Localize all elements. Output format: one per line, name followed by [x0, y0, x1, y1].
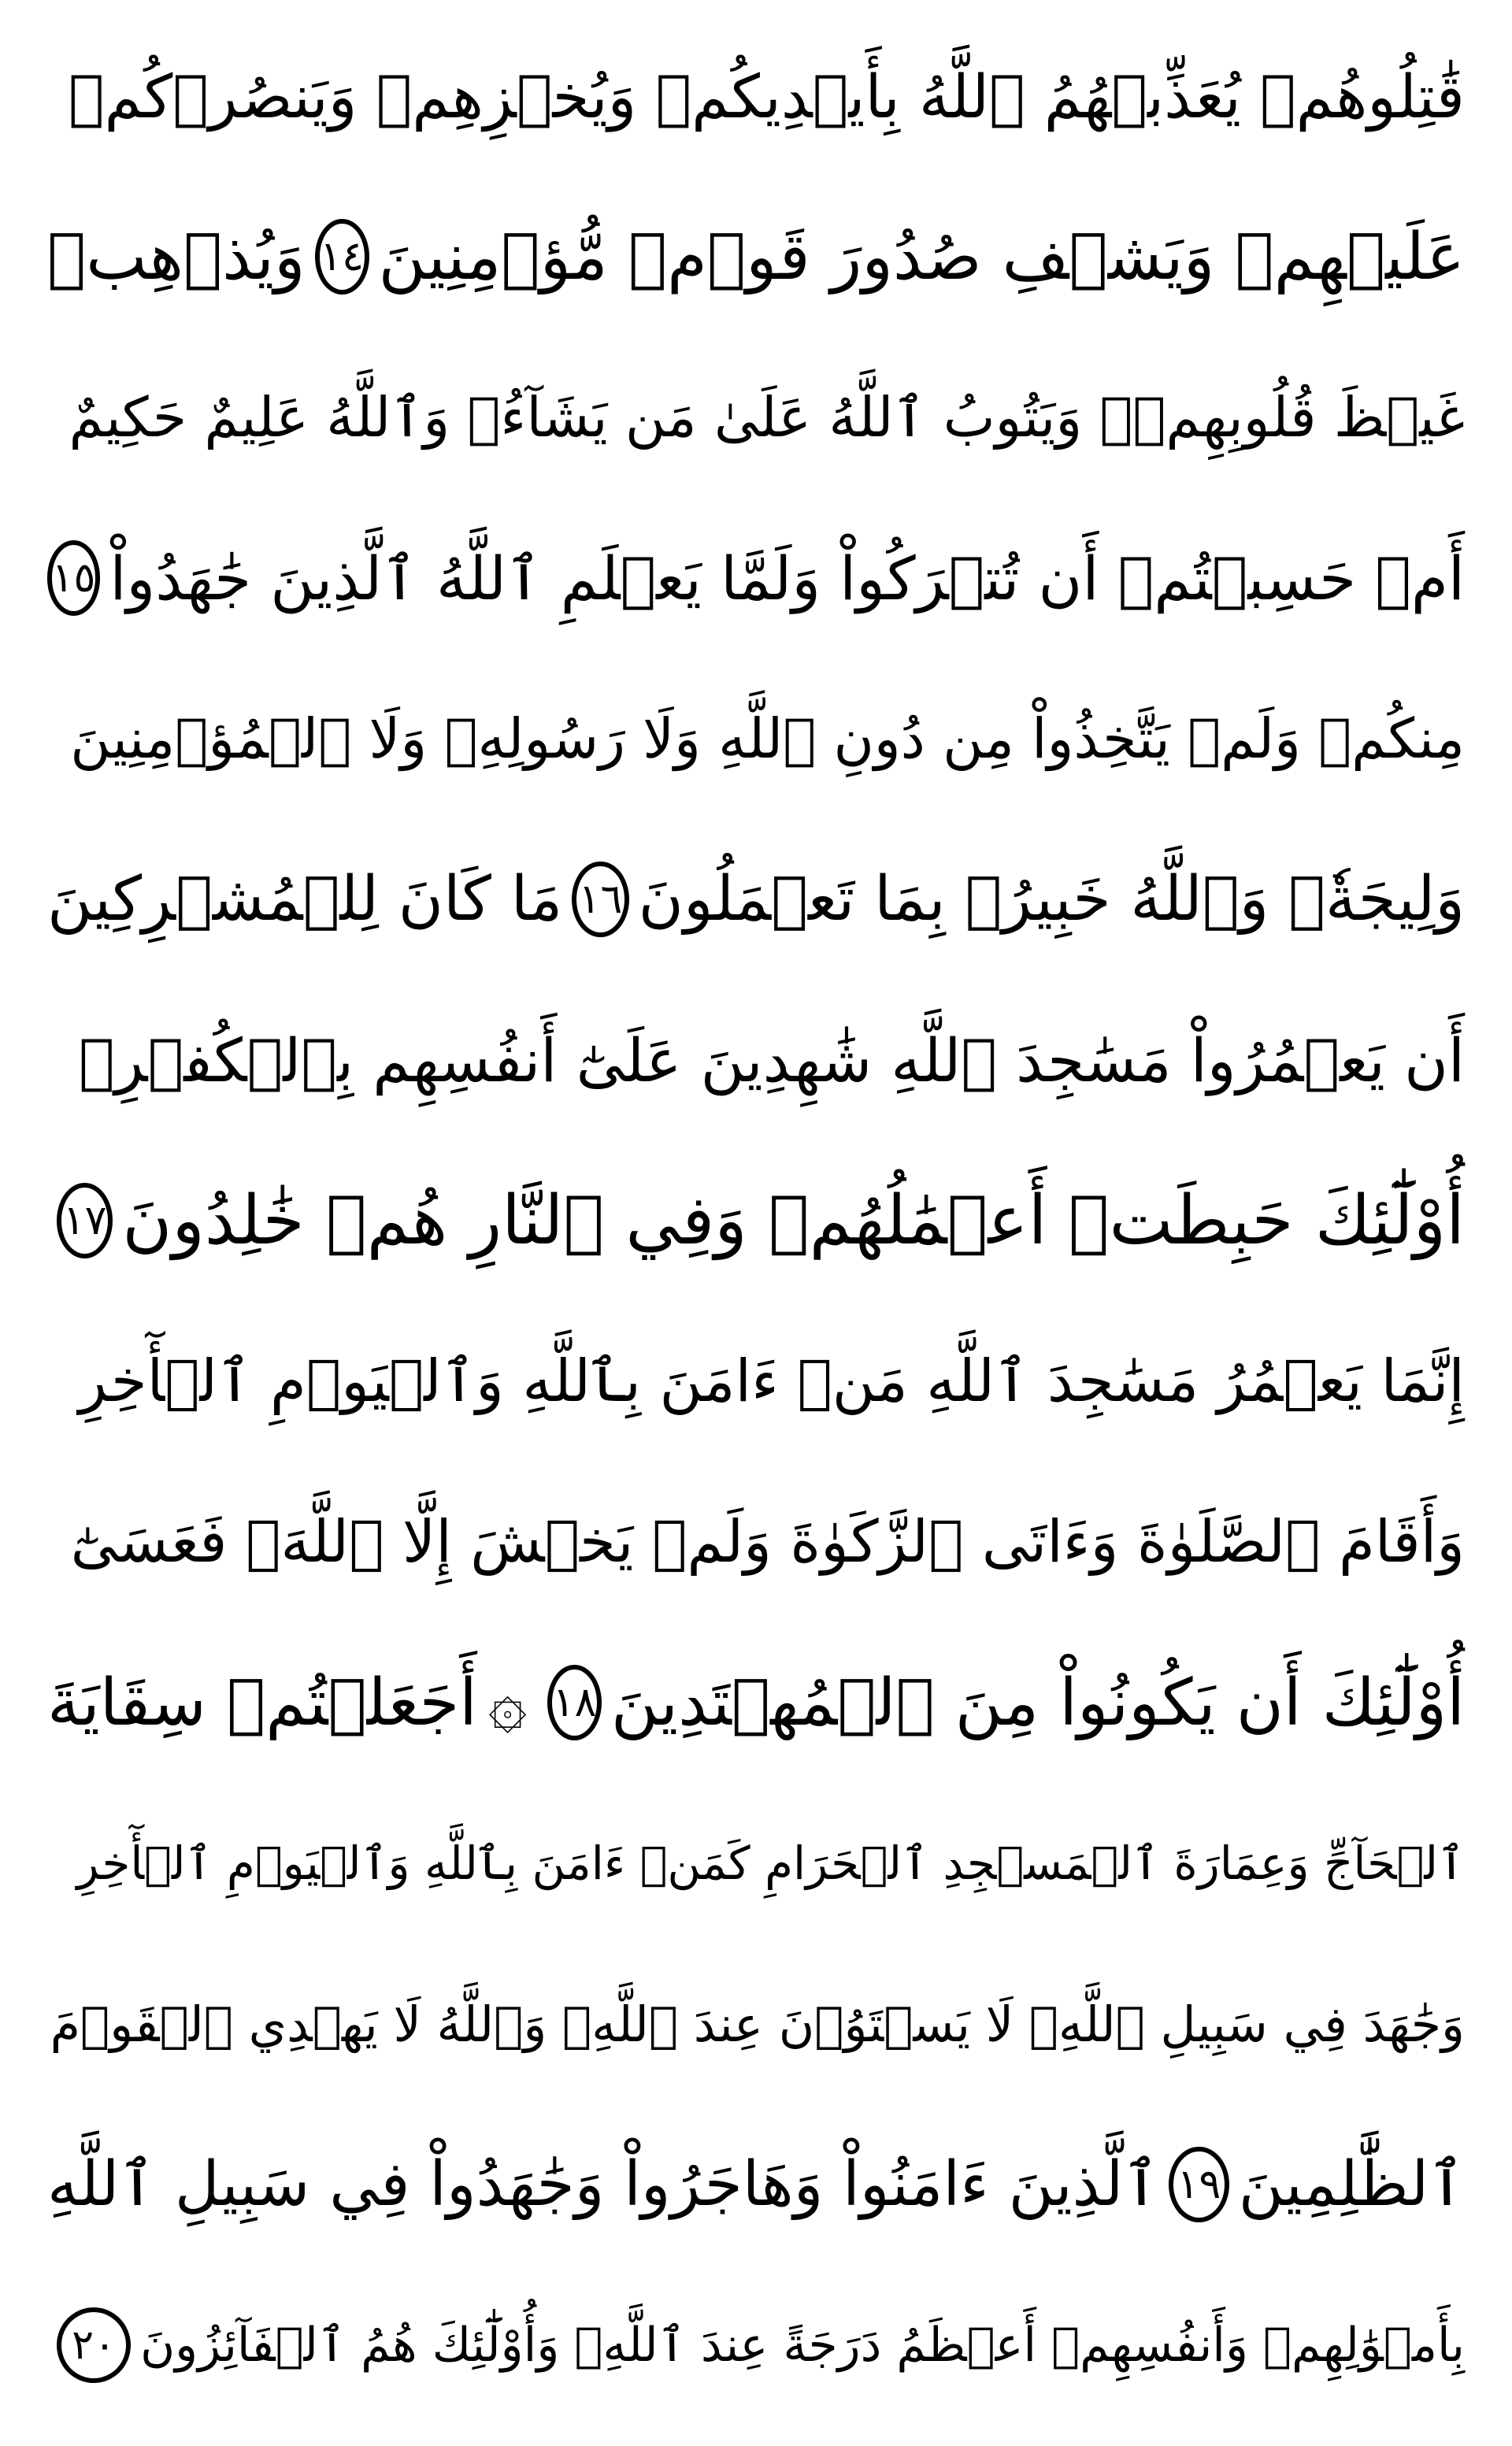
verse-text: ٱلظَّٰلِمِينَ [1238, 2149, 1465, 2220]
quran-line [47, 498, 1465, 658]
verse-text: ٱلَّذِينَ ءَامَنُواْ وَهَاجَرُواْ وَجَٰهَدُواْ فِي سَبِيلِ ٱللَّهِ [47, 2149, 1160, 2220]
verse-text: أُوْلَٰٓئِكَ أَن يَكُونُواْ مِنَ ٱلۡمُهۡتَدِينَ [610, 1665, 1465, 1740]
ayah-number-marker: ١٤ [315, 219, 369, 295]
quran-line [47, 658, 1465, 819]
verse-text: أُوْلَٰٓئِكَ حَبِطَتۡ أَعۡمَٰلُهُمۡ وَفِي ٱلنَّارِ هُمۡ خَٰلِدُونَ [122, 1181, 1465, 1260]
quran-line [47, 1944, 1465, 2104]
mushaf-page [47, 16, 1465, 2430]
verse-text: عَلَيۡهِمۡ وَيَشۡفِ صُدُورَ قَوۡمٖ مُّؤۡمِنِينَ [378, 219, 1465, 295]
ayah-number-marker: ١٧ [57, 1183, 113, 1258]
quran-line [47, 1462, 1465, 1622]
verse-text: مِنكُمۡ وَلَمۡ يَتَّخِذُواْ مِن دُونِ ٱللَّهِ وَلَا رَسُولِهِۦ وَلَا ٱلۡمُؤۡمِنِينَ [70, 706, 1465, 771]
verse-text: غَيۡظَ قُلُوبِهِمۡۗ وَيَتُوبُ ٱللَّهُ عَلَىٰ مَن يَشَآءُۗ وَٱللَّهُ عَلِيمٌ حَكِيمٌ [69, 385, 1465, 450]
hizb-star-icon: ۞ [487, 1664, 528, 1741]
quran-line [47, 1783, 1465, 1944]
ayah-number-marker: ١٩ [1169, 2147, 1229, 2222]
verse-text: أَمۡ حَسِبۡتُمۡ أَن تُتۡرَكُواْ وَلَمَّا يَعۡلَمِ ٱللَّهُ ٱلَّذِينَ جَٰهَدُواْ [109, 543, 1465, 613]
quran-line [47, 1301, 1465, 1462]
verse-text: قَٰتِلُوهُمۡ يُعَذِّبۡهُمُ ٱللَّهُ بِأَيۡدِيكُمۡ وَيُخۡزِهِمۡ وَيَنصُرۡكُمۡ [68, 61, 1465, 132]
quran-line [47, 337, 1465, 498]
verse-text: أَن يَعۡمُرُواْ مَسَٰجِدَ ٱللَّهِ شَٰهِدِينَ عَلَىٰٓ أَنفُسِهِم بِٱلۡكُفۡرِۚ [79, 1025, 1465, 1095]
quran-line [47, 1622, 1465, 1783]
verse-text: مَا كَانَ لِلۡمُشۡرِكِينَ [47, 864, 563, 935]
quran-line [47, 819, 1465, 980]
quran-line [47, 1140, 1465, 1301]
verse-text: أَجَعَلۡتُمۡ سِقَايَةَ [47, 1665, 477, 1740]
verse-text: وَأَقَامَ ٱلصَّلَوٰةَ وَءَاتَى ٱلزَّكَوٰةَ وَلَمۡ يَخۡشَ إِلَّا ٱللَّهَۖ فَعَسَىٰٓ [70, 1508, 1465, 1576]
quran-line [47, 2265, 1465, 2426]
quran-line [47, 176, 1465, 337]
verse-text: وَيُذۡهِبۡ [47, 219, 306, 295]
quran-line [47, 2104, 1465, 2265]
quran-line [47, 980, 1465, 1140]
quran-line [47, 16, 1465, 176]
ayah-number-marker: ١٥ [47, 540, 101, 616]
verse-text: بِأَمۡوَٰلِهِمۡ وَأَنفُسِهِمۡ أَعۡظَمُ دَرَجَةً عِندَ ٱللَّهِۚ وَأُوْلَٰٓئِكَ هُمُ ٱلۡفَآئِزُونَ [140, 2318, 1465, 2373]
ayah-number-marker: ١٨ [547, 1665, 602, 1740]
verse-text: ٱلۡحَآجِّ وَعِمَارَةَ ٱلۡمَسۡجِدِ ٱلۡحَرَامِ كَمَنۡ ءَامَنَ بِٱللَّهِ وَٱلۡيَوۡمِ ٱلۡأٓخِرِ [76, 1836, 1465, 1890]
verse-text: وَجَٰهَدَ فِي سَبِيلِ ٱللَّهِۚ لَا يَسۡتَوُۥنَ عِندَ ٱللَّهِۗ وَٱللَّهُ لَا يَهۡدِي ٱلۡقَوۡمَ [50, 1995, 1465, 2053]
verse-text: إِنَّمَا يَعۡمُرُ مَسَٰجِدَ ٱللَّهِ مَنۡ ءَامَنَ بِٱللَّهِ وَٱلۡيَوۡمِ ٱلۡأٓخِرِ [79, 1347, 1465, 1415]
verse-text: وَلِيجَةٗۚ وَٱللَّهُ خَبِيرُۢ بِمَا تَعۡمَلُونَ [638, 864, 1465, 935]
ayah-number-marker: ١٦ [572, 862, 628, 937]
ayah-number-marker: ٢٠ [57, 2307, 131, 2383]
